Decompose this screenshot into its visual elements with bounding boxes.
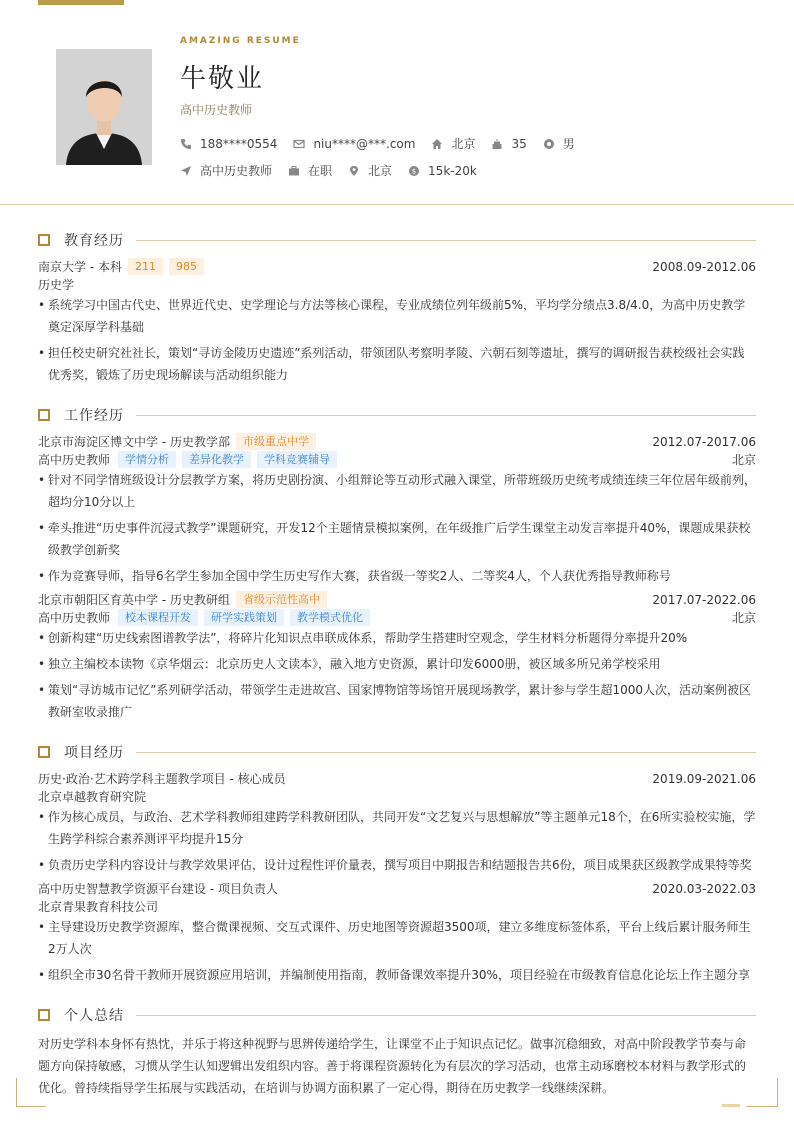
skill-tag: 差异化教学	[182, 451, 251, 468]
section-summary-header	[38, 1005, 756, 1025]
top-accent-bar	[38, 0, 124, 5]
email-item	[293, 137, 415, 151]
work-entry-header	[38, 591, 756, 608]
location-text: 北京	[451, 137, 476, 151]
candidate-name: 牛敬业	[180, 64, 265, 94]
gender-icon	[543, 138, 555, 150]
phone-item	[180, 137, 277, 151]
age-item	[491, 137, 526, 151]
phone-text: 188****0554	[200, 136, 278, 151]
education-date: 2008.09-2012.06	[652, 259, 756, 274]
work-bullet: • 牵头推进“历史事件沉浸式教学”课题研究，开发12个主题情景模拟案例，在年级推广后学生课堂主动发言率提升40%，课题成果获校级教学创新奖	[38, 517, 756, 561]
work-bullet: • 策划“寻访城市记忆”系列研学活动，带领学生走进故宫、国家博物馆等场馆开展现场教学，累计参与学生超1000人次，活动案例被区教研室收录推广	[38, 679, 756, 723]
skill-tag: 教学模式优化	[290, 609, 370, 626]
org-level-tag: 市级重点中学	[236, 433, 316, 450]
briefcase-icon	[288, 165, 300, 177]
work-city: 北京	[731, 611, 756, 625]
section-education-header	[38, 230, 756, 250]
profile-photo	[56, 49, 152, 165]
target-job-text: 高中历史教师	[200, 164, 273, 178]
section-rule	[136, 752, 756, 753]
candidate-role: 高中历史教师	[180, 103, 253, 117]
work-title: 高中历史教师	[38, 453, 111, 467]
work-title-row	[38, 609, 756, 626]
education-major-row	[38, 276, 756, 293]
skill-tag: 研学实践策划	[204, 609, 284, 626]
brand-label: AMAZING RESUME	[180, 36, 301, 46]
skill-tag: 学情分析	[118, 451, 176, 468]
target-job-item	[180, 162, 272, 179]
school-name: 南京大学 - 本科	[38, 260, 122, 274]
project-date: 2019.09-2021.06	[652, 771, 756, 786]
target-city-item	[348, 162, 392, 179]
summary-text: 对历史学科本身怀有热忱，并乐于将这种视野与思辨传递给学生，让课堂不止于知识点记忆。做事沉稳细致，对高中阶段教学节奏与命题方向保持敏感，习惯从学生认知逻辑出发组织内容。善于将课程资源转化为有层次的学习活动，也常主动琢磨校本材料与教学形式的优化。曾持续指导学生拓展与实践活动，在培训与协调方面积累了一定心得，期待在历史教学一线继续深耕。	[38, 1037, 747, 1095]
section-title: 项目经历	[64, 745, 124, 761]
education-bullet: • 系统学习中国古代史、世界近代史、史学理论与方法等核心课程，专业成绩位列年级前5%，平均学分绩点3.8/4.0，为高中历史教学奠定深厚学科基础	[38, 294, 756, 338]
location-pin-icon	[348, 165, 360, 177]
home-icon	[431, 138, 443, 150]
section-rule	[136, 1015, 756, 1016]
work-title: 高中历史教师	[38, 611, 111, 625]
salary-item	[408, 164, 477, 178]
school-tag: 985	[169, 258, 204, 275]
gender-item	[543, 135, 575, 152]
project-org-row	[38, 898, 756, 915]
svg-text:$: $	[411, 167, 417, 175]
education-entry-header	[38, 258, 756, 275]
work-city: 北京	[731, 453, 756, 467]
project-org: 北京青果教育科技公司	[38, 900, 159, 914]
section-rule	[136, 240, 756, 241]
section-marker-icon	[38, 409, 50, 421]
target-city-text: 北京	[368, 164, 393, 178]
section-marker-icon	[38, 1009, 50, 1021]
project-bullet: • 负责历史学科内容设计与教学效果评估，设计过程性评价量表，撰写项目中期报告和结题报告共6份，项目成果获区级教学成果特等奖	[38, 854, 756, 876]
gender-text: 男	[562, 137, 575, 151]
send-icon	[180, 165, 192, 177]
work-bullet: • 作为竞赛导师，指导6名学生参加全国中学生历史写作大赛，获省级一等奖2人、二等奖4人，个人获优秀指导教师称号	[38, 565, 756, 587]
project-bullet: • 组织全市30名骨干教师开展资源应用培训，并编制使用指南，教师备课效率提升30%，项目经验在市级教育信息化论坛上作主题分享	[38, 964, 756, 986]
project-entry-header	[38, 880, 756, 897]
section-work-header	[38, 405, 756, 425]
header-divider	[0, 204, 794, 205]
skill-tag: 学科竞赛辅导	[257, 451, 337, 468]
project-name: 历史·政治·艺术跨学科主题教学项目 - 核心成员	[38, 772, 286, 786]
project-org: 北京卓越教育研究院	[38, 790, 147, 804]
status-text: 在职	[308, 164, 333, 178]
section-marker-icon	[38, 746, 50, 758]
email-text: niu****@***.com	[313, 136, 416, 151]
work-entry-header	[38, 433, 756, 450]
project-date: 2020.03-2022.03	[652, 881, 756, 896]
skill-tag: 校本课程开发	[118, 609, 198, 626]
org-level-tag: 省级示范性高中	[236, 591, 327, 608]
section-title: 个人总结	[64, 1008, 124, 1024]
salary-text: 15k-20k	[428, 163, 477, 178]
corner-decoration	[746, 1078, 778, 1107]
section-title: 教育经历	[64, 233, 124, 249]
age-text: 35	[511, 136, 527, 151]
major-name: 历史学	[38, 278, 75, 292]
work-org: 北京市海淀区博文中学 - 历史教学部	[38, 435, 230, 449]
work-date: 2012.07-2017.06	[652, 434, 756, 449]
project-bullet: • 作为核心成员，与政治、艺术学科教师组建跨学科教研团队，共同开发“文艺复兴与思想解放”等主题单元18个，在6所实验校实施，学生跨学科综合素养测评平均提升15分	[38, 806, 756, 850]
work-date: 2017.07-2022.06	[652, 592, 756, 607]
money-icon	[408, 165, 420, 177]
section-rule	[136, 415, 756, 416]
work-bullet: • 针对不同学情班级设计分层教学方案，将历史剧扮演、小组辩论等互动形式融入课堂，所带班级历史统考成绩连续三年位居年级前列，超均分10分以上	[38, 469, 756, 513]
project-bullet: • 主导建设历史教学资源库，整合微课视频、交互式课件、历史地图等资源超3500项，建立多维度标签体系，平台上线后累计服务师生2万人次	[38, 916, 756, 960]
cake-icon	[491, 138, 503, 150]
work-title-row	[38, 451, 756, 468]
phone-icon	[180, 138, 192, 150]
work-bullet: • 创新构建“历史线索图谱教学法”，将碎片化知识点串联成体系，帮助学生搭建时空观念，学生材料分析题得分率提升20%	[38, 627, 756, 649]
intention-row	[180, 162, 493, 179]
work-bullet: • 独立主编校本读物《京华烟云：北京历史人文读本》，融入地方史资源，累计印发6000册，被区域多所兄弟学校采用	[38, 653, 756, 675]
section-title: 工作经历	[64, 408, 124, 424]
status-item	[288, 162, 332, 179]
project-entry-header	[38, 770, 756, 787]
section-marker-icon	[38, 234, 50, 246]
bottom-accent-mark	[722, 1104, 740, 1107]
section-project-header	[38, 742, 756, 762]
project-name: 高中历史智慧教学资源平台建设 - 项目负责人	[38, 882, 278, 896]
mail-icon	[293, 138, 305, 150]
corner-decoration	[16, 1078, 46, 1107]
location-item	[431, 135, 475, 152]
work-org: 北京市朝阳区育英中学 - 历史教研组	[38, 593, 230, 607]
education-bullet: • 担任校史研究社社长，策划“寻访金陵历史遗迹”系列活动，带领团队考察明孝陵、六朝石刻等遗址，撰写的调研报告获校级社会实践优秀奖，锻炼了历史现场解读与活动组织能力	[38, 342, 756, 386]
contact-row	[180, 135, 591, 152]
school-tag: 211	[128, 258, 163, 275]
project-org-row	[38, 788, 756, 805]
